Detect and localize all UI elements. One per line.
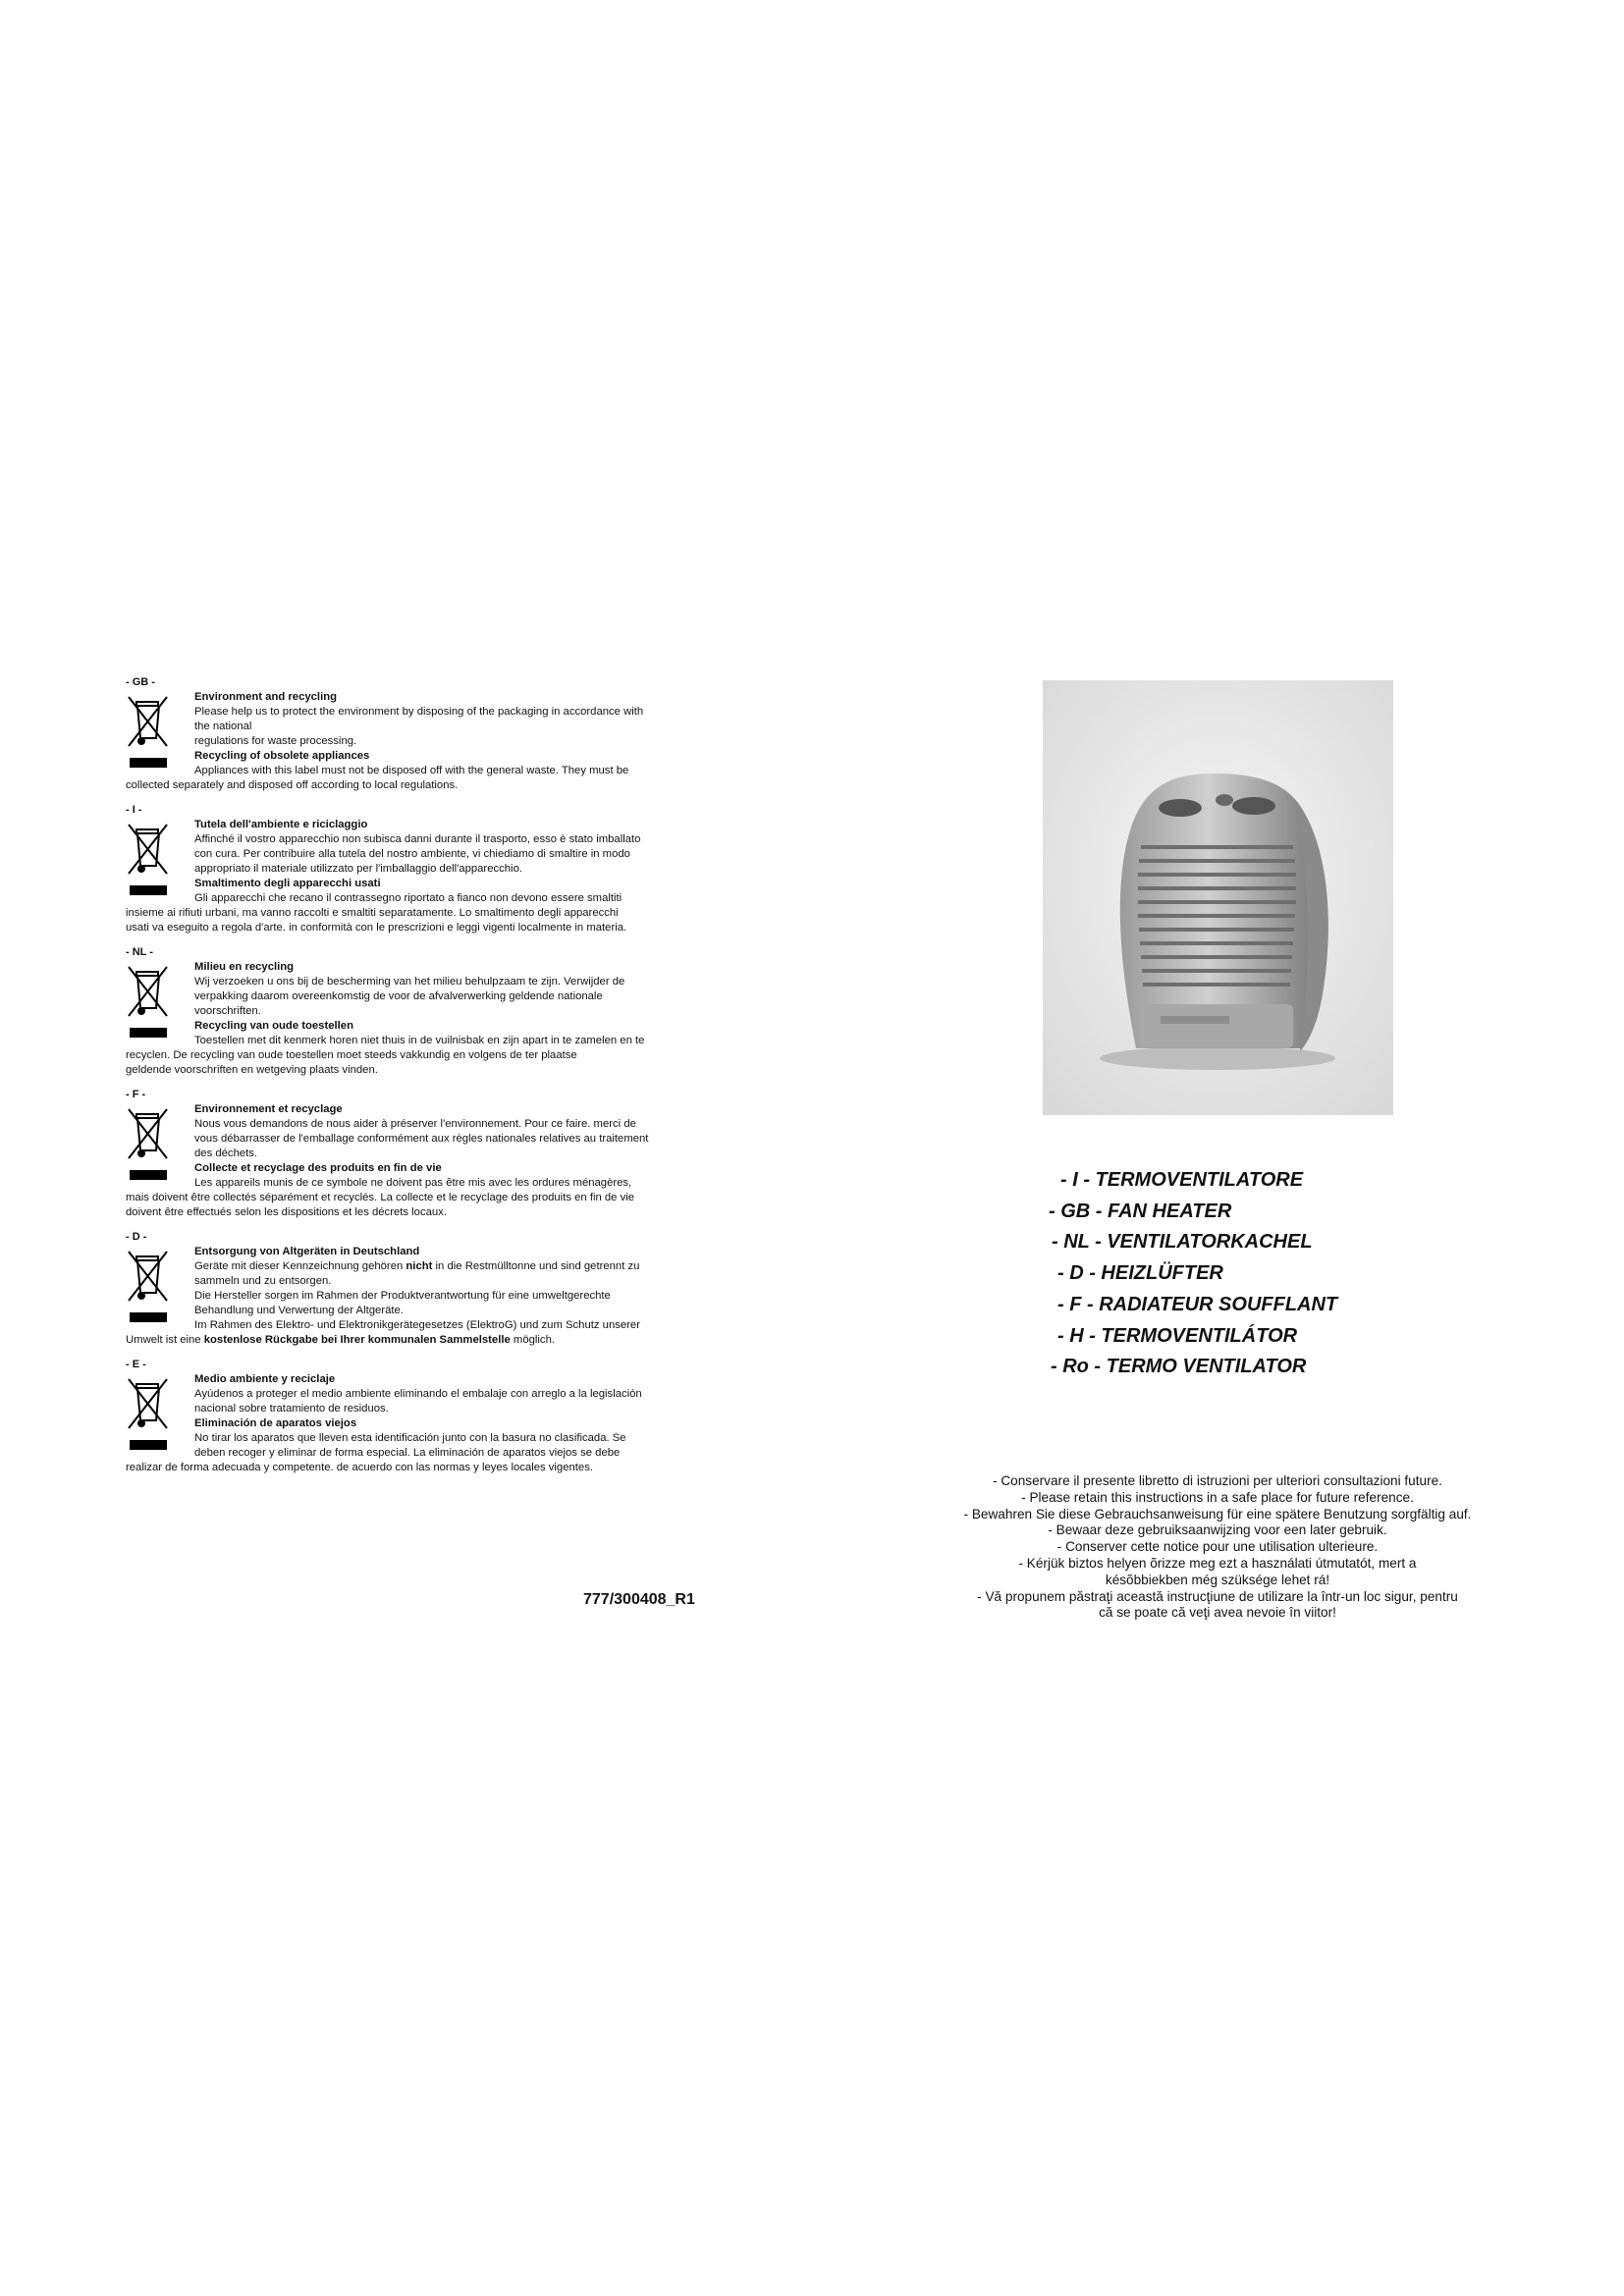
paragraph-line: deben recoger y eliminar de forma especial. La eliminación de aparatos viejos se debe <box>194 1447 621 1459</box>
weee-bin-icon <box>126 1375 171 1456</box>
section-es <box>126 1358 727 1475</box>
paragraph-line: appropriato il materiale utilizzato per l'imballaggio dell'apparecchio. <box>194 863 522 875</box>
paragraph-line: insieme ai rifiuti urbani, ma vanno raccolti e smaltiti separatamente. Lo smaltimento degli apparecchi <box>126 907 619 919</box>
paragraph-line: voorschriften. <box>194 1005 261 1017</box>
fan-heater-photo <box>1043 680 1393 1115</box>
paragraph-line: Nous vous demandons de nous aider à préserver l'environnement. Pour ce faire. merci de <box>194 1118 636 1130</box>
section-heading: Eliminación de aparatos viejos <box>194 1417 357 1429</box>
section-heading: Environment and recycling <box>194 691 338 703</box>
paragraph-line: vous débarrasser de l'emballage conformément aux règles nationales relatives au traitement <box>194 1133 649 1145</box>
paragraph-line: des déchets. <box>194 1148 258 1159</box>
section-heading: Environnement et recyclage <box>194 1103 343 1115</box>
paragraph-line: nacional sobre tratamiento de residuos. <box>194 1403 389 1415</box>
section-heading: Recycling van oude toestellen <box>194 1020 353 1032</box>
title-fr: - F - RADIATEUR SOUFFLANT <box>1057 1293 1338 1315</box>
paragraph-line: No tirar los aparatos que lleven esta identificación junto con la basura no clasificada. Se <box>194 1432 626 1444</box>
title-de: - D - HEIZLÜFTER <box>1057 1262 1223 1285</box>
paragraph-line: Im Rahmen des Elektro- und Elektronikgerätegesetzes (ElektroG) und zum Schutz unserer <box>194 1319 640 1331</box>
paragraph-line: Affinché il vostro apparecchio non subisca danni durante il trasporto, esso è stato imballato <box>194 833 641 845</box>
paragraph-line: recyclen. De recycling van oude toestellen moet steeds vakkundig en volgens de ter plaatse <box>126 1049 577 1061</box>
paragraph-line: verpakking daarom overeenkomstig de voor de afvalverwerking geldende nationale <box>194 990 603 1002</box>
section-heading: Medio ambiente y reciclaje <box>194 1373 336 1385</box>
paragraph-line: Umwelt ist eine kostenlose Rückgabe bei Ihrer kommunalen Sammelstelle möglich. <box>126 1334 555 1346</box>
recycling-info-column <box>126 675 727 1485</box>
paragraph-line: Ayúdenos a proteger el medio ambiente eliminando el embalaje con arreglo a la legislación <box>194 1388 642 1400</box>
paragraph-line: Please help us to protect the environment by disposing of the packaging in accordance with <box>194 706 644 718</box>
section-heading: Collecte et recyclage des produits en fin de vie <box>194 1162 442 1174</box>
note-line: - Bewahren Sie diese Gebrauchsanweisung für eine spätere Benutzung sorgfältig auf. <box>963 1506 1472 1522</box>
paragraph-line: realizar de forma adecuada y competente. de acuerdo con las normas y leyes locales vigentes. <box>126 1462 593 1473</box>
note-line: că se poate că veţi avea nevoie în viitor! <box>1099 1605 1336 1621</box>
language-code: - D - <box>126 1231 147 1243</box>
paragraph-line: sammeln und zu entsorgen. <box>194 1275 332 1287</box>
paragraph-line: Die Hersteller sorgen im Rahmen der Produktverantwortung für eine umweltgerechte <box>194 1290 611 1302</box>
note-line: - Vă propunem păstraţi această instrucţiune de utilizare la într-un loc sigur, pentru <box>977 1588 1458 1604</box>
weee-bin-icon <box>126 1248 171 1328</box>
note-line: - Conserver cette notice pour une utilisation ulterieure. <box>1056 1539 1379 1555</box>
paragraph-line: Appliances with this label must not be disposed off with the general waste. They must be <box>194 765 629 776</box>
paragraph-line: usati va eseguito a regola d'arte. in conformità con le prescrizioni e leggi vigenti localmente in materia. <box>126 922 627 934</box>
retain-instructions-notes <box>923 1473 1512 1622</box>
section-fr <box>126 1088 727 1220</box>
language-code: - F - <box>126 1089 146 1100</box>
language-code: - NL - <box>126 946 153 958</box>
title-gb: - GB - FAN HEATER <box>1049 1200 1232 1222</box>
weee-bin-icon <box>126 963 171 1043</box>
section-heading: Recycling of obsolete appliances <box>194 750 370 762</box>
document-code: 777/300408_R1 <box>583 1591 695 1608</box>
section-heading: Entsorgung von Altgeräten in Deutschland <box>194 1246 420 1257</box>
section-heading: Tutela dell'ambiente e riciclaggio <box>194 819 368 830</box>
language-code: - E - <box>126 1359 146 1370</box>
section-gb <box>126 675 727 793</box>
note-line: késõbbiekben még szüksége lehet rá! <box>1105 1572 1330 1587</box>
note-line: - Please retain this instructions in a safe place for future reference. <box>1021 1489 1414 1505</box>
paragraph-line: Gli apparecchi che recano il contrassegno riportato a fianco non devono essere smaltiti <box>194 892 623 904</box>
note-line: - Bewaar deze gebruiksaanwijzing voor een later gebruik. <box>1048 1522 1387 1538</box>
paragraph-line: geldende voorschriften en wetgeving plaats vinden. <box>126 1064 378 1076</box>
note-line: - Kérjük biztos helyen õrizze meg ezt a használati útmutatót, mert a <box>1018 1555 1417 1571</box>
note-line: - Conservare il presente libretto di istruzioni per ulteriori consultazioni future. <box>993 1473 1442 1488</box>
paragraph-line: Behandlung und Verwertung der Altgeräte. <box>194 1305 404 1316</box>
title-it: - I - TERMOVENTILATORE <box>1060 1169 1304 1191</box>
paragraph-line: doivent être effectués selon les dispositions et les décrets locaux. <box>126 1206 447 1218</box>
language-code: - I - <box>126 804 142 816</box>
section-nl <box>126 945 727 1078</box>
paragraph-line: collected separately and disposed off according to local regulations. <box>126 779 459 791</box>
paragraph-line: Les appareils munis de ce symbole ne doivent pas être mis avec les ordures ménagères, <box>194 1177 632 1189</box>
title-nl: - NL - VENTILATORKACHEL <box>1052 1231 1313 1254</box>
title-ro: - Ro - TERMO VENTILATOR <box>1051 1356 1307 1378</box>
weee-bin-icon <box>126 693 171 774</box>
section-de <box>126 1230 727 1348</box>
paragraph-line: con cura. Per contribuire alla tutela del nostro ambiente, vi chiediamo di smaltire in modo <box>194 848 630 860</box>
title-hu: - H - TERMOVENTILÁTOR <box>1057 1324 1298 1347</box>
paragraph-line: Geräte mit dieser Kennzeichnung gehören nicht in die Restmülltonne und sind getrennt zu <box>194 1260 640 1272</box>
section-heading: Milieu en recycling <box>194 961 295 973</box>
language-code: - GB - <box>126 676 155 688</box>
paragraph-line: regulations for waste processing. <box>194 735 357 747</box>
paragraph-line: the national <box>194 721 252 732</box>
section-heading: Smaltimento degli apparecchi usati <box>194 878 381 889</box>
weee-bin-icon <box>126 821 171 901</box>
section-it <box>126 803 727 935</box>
paragraph-line: Wij verzoeken u ons bij de bescherming van het milieu behulpzaam te zijn. Verwijder de <box>194 976 625 988</box>
weee-bin-icon <box>126 1105 171 1186</box>
paragraph-line: Toestellen met dit kenmerk horen niet thuis in de vuilnisbak en zijn apart in te zamelen en te <box>194 1035 645 1046</box>
product-titles <box>1041 1165 1434 1383</box>
paragraph-line: mais doivent être collectés séparément et recyclés. La collecte et le recyclage des produits en fin de vie <box>126 1192 635 1203</box>
